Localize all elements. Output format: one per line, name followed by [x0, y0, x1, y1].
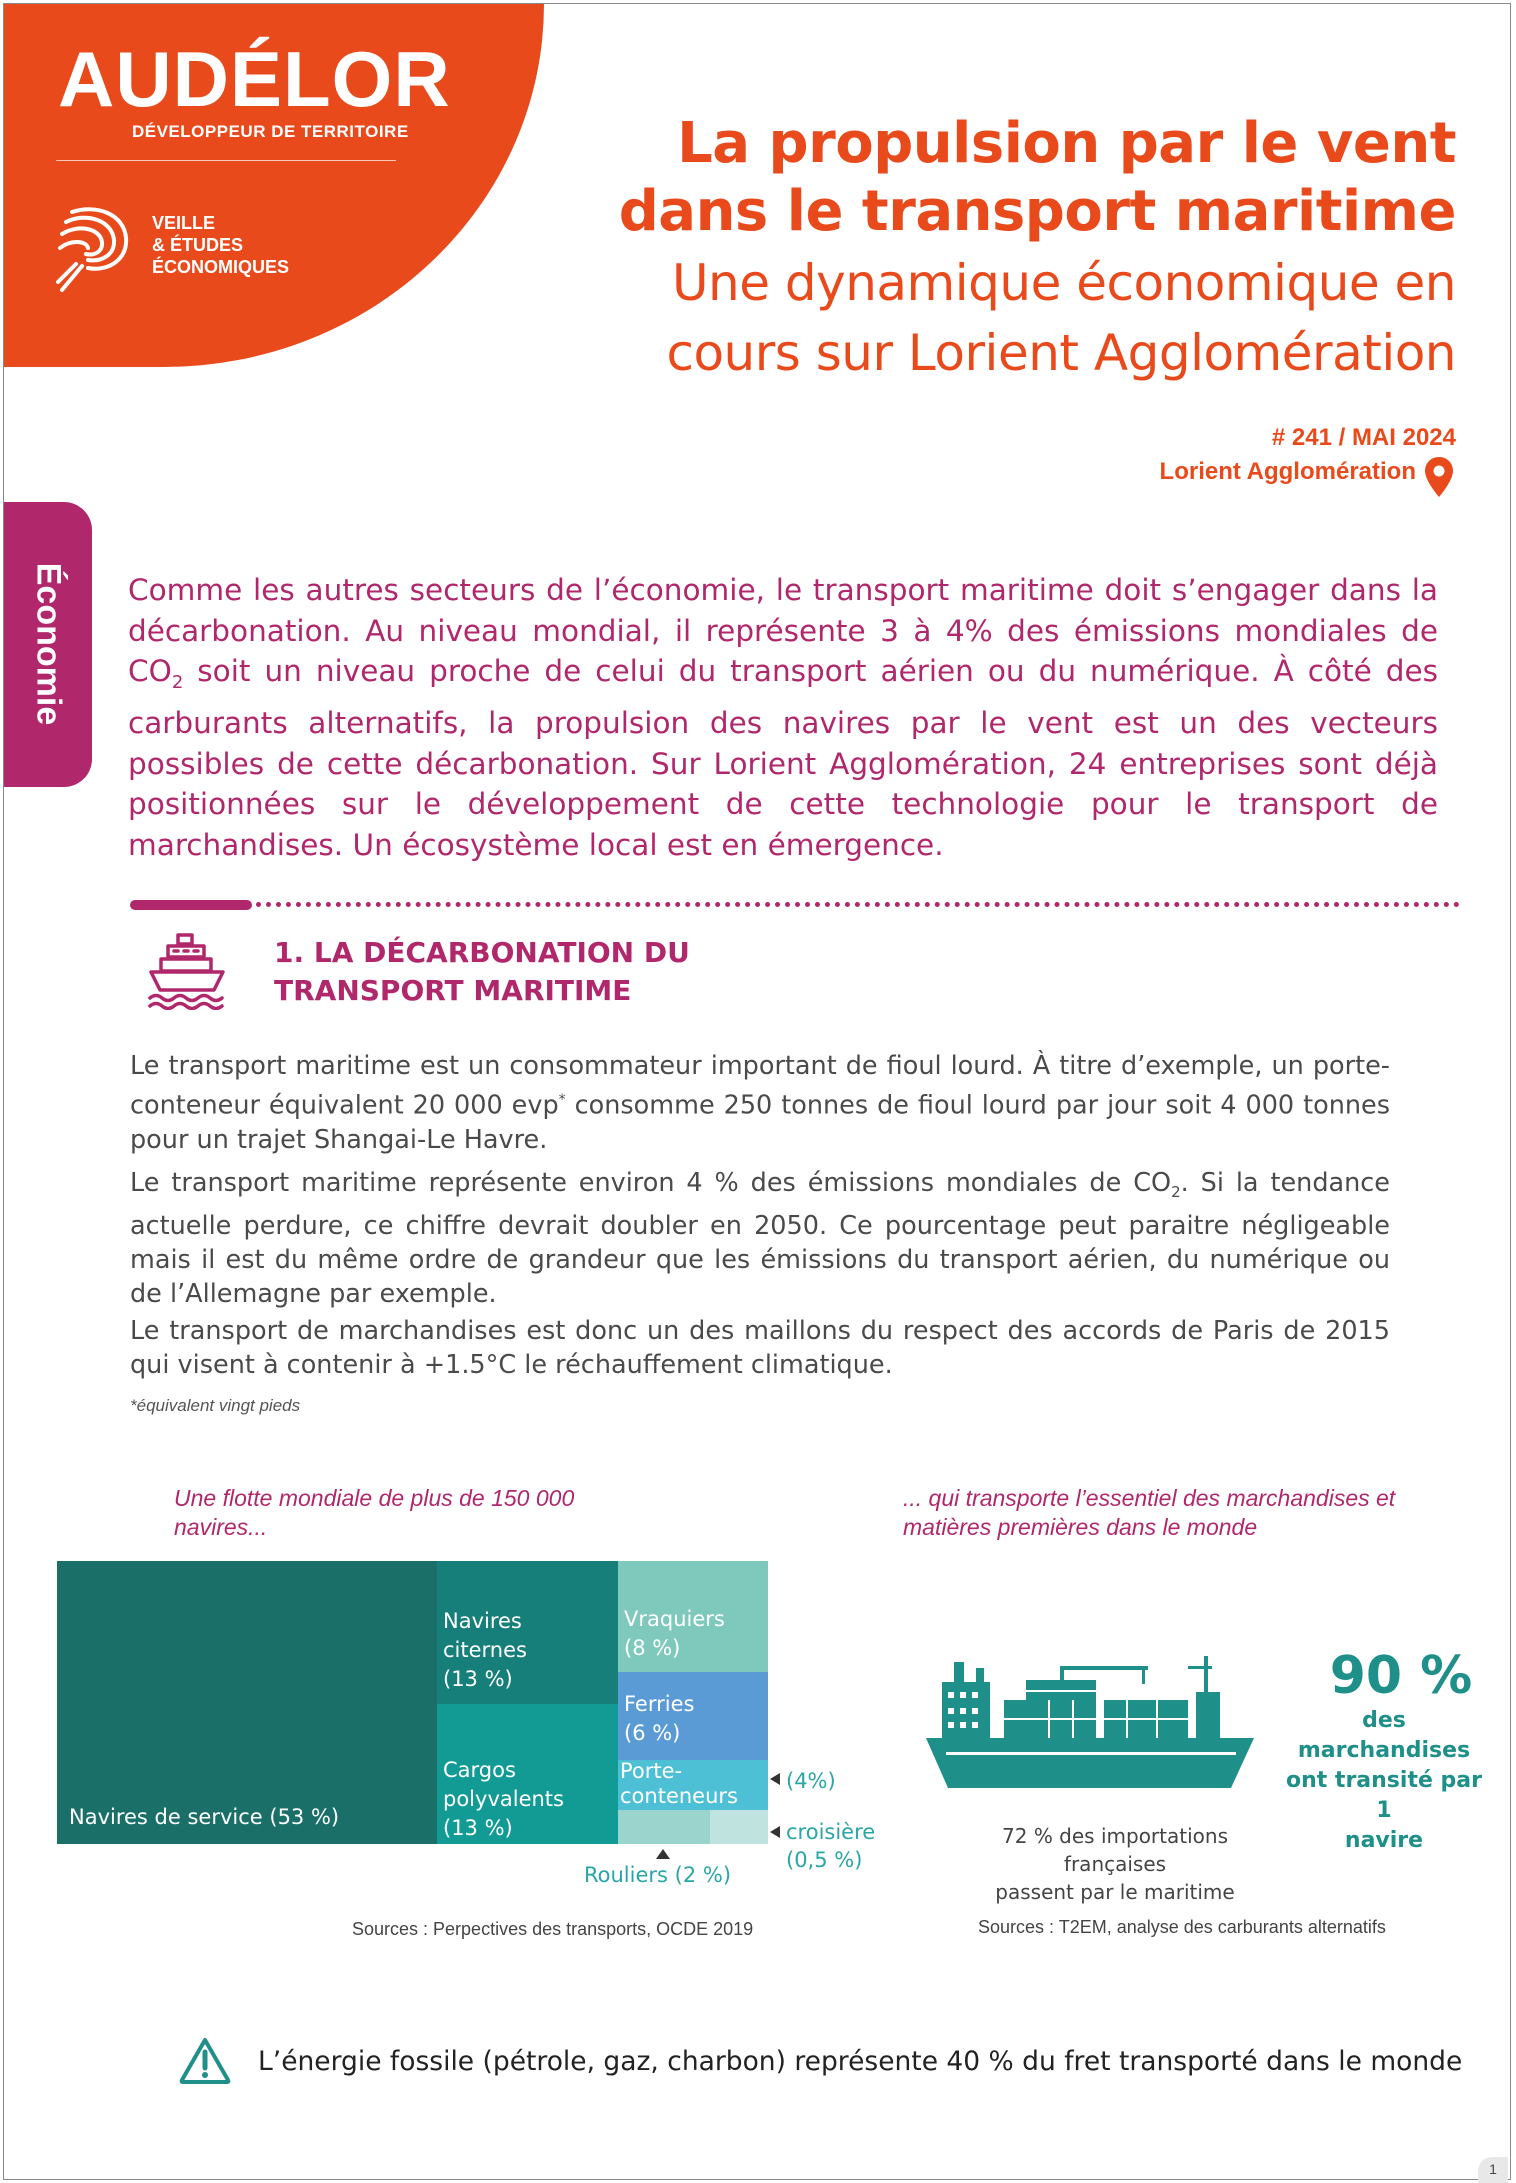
- treemap-label-vraquiers: [624, 1605, 725, 1663]
- goods-caption: [903, 1484, 1395, 1542]
- treemap-croisiere-l2: (0,5 %): [786, 1848, 863, 1872]
- section-divider-dots: [256, 902, 1460, 907]
- veille-magnifier-icon: [52, 200, 132, 295]
- p2-sub: 2: [1171, 1183, 1181, 1202]
- treemap-ferries-l2: (6 %): [624, 1721, 681, 1745]
- title-line1: La propulsion par le vent: [677, 111, 1456, 176]
- fleet-caption-line1: Une flotte mondiale de plus de 150 000: [174, 1485, 575, 1511]
- goods-caption-line1: ... qui transporte l’essentiel des marchandises et: [903, 1485, 1396, 1511]
- treemap-cell-porte-conteneurs: [618, 1760, 768, 1810]
- p1-text-2: consomme 250 tonnes de fioul lourd par jour soit 4 000 tonnes pour un trajet Shangai-Le Havre.: [130, 1090, 1390, 1155]
- imports-note: [950, 1822, 1280, 1906]
- goods-percent-line1: des marchandises: [1297, 1708, 1471, 1763]
- section-title: [274, 934, 690, 1010]
- treemap-croisiere-l1: croisière: [786, 1820, 876, 1844]
- fleet-treemap: [57, 1561, 768, 1844]
- goods-percent-line2: ont transité par 1: [1285, 1768, 1482, 1823]
- cargo-ship-icon: [926, 1652, 1254, 1792]
- ship-icon: [148, 932, 226, 1010]
- goods-percent-line3: navire: [1344, 1828, 1424, 1853]
- veille-line1: VEILLE: [152, 213, 216, 233]
- treemap-cell-citernes: [437, 1561, 618, 1704]
- imports-line1: 72 % des importations françaises: [1002, 1824, 1228, 1876]
- intro-text-1: Comme les autres secteurs de l’économie, le transport maritime doit s’engager dans la décarbonation. Au niveau mondial, il représente 3 à 4% des émissions mondiales de CO: [128, 573, 1438, 688]
- sources-left: Sources : Perpectives des transports, OCDE 2019: [352, 1919, 754, 1939]
- issue-number: # 241 / MAI 2024: [1271, 424, 1456, 451]
- treemap-cargos-l1: Cargos: [443, 1758, 516, 1782]
- treemap-outside-croisiere: [786, 1818, 875, 1874]
- treemap-label-porte-conteneurs: [620, 1759, 738, 1809]
- subtitle-line2: cours sur Lorient Agglomération: [666, 324, 1456, 382]
- p2-text-2: . Si la tendance actuelle perdure, ce chiffre devrait doubler en 2050. Ce pourcentage peut paraitre négligeable mais il est du même ordre de grandeur que les émissions du transport aérien, du numérique ou de l’Allemagne par exemple.: [130, 1168, 1391, 1310]
- treemap-cell-cargos: [437, 1704, 618, 1844]
- treemap-label-ferries: [624, 1690, 694, 1748]
- p1-sup: *: [558, 1092, 566, 1108]
- body-paragraph-1: [130, 1049, 1390, 1157]
- logo-tagline: DÉVELOPPEUR DE TERRITOIRE: [132, 122, 409, 141]
- treemap-cell-rouliers: [618, 1810, 710, 1844]
- section-title-line1: 1. LA DÉCARBONATION DU: [274, 936, 690, 969]
- treemap-arrow-croisiere: [768, 1825, 782, 1839]
- treemap-label-service: Navires de service (53 %): [69, 1805, 340, 1829]
- goods-percent: 90 %: [1329, 1646, 1473, 1706]
- goods-caption-line2: matières premières dans le monde: [903, 1514, 1258, 1540]
- category-tab-label: Économie: [29, 562, 68, 726]
- treemap-cargos-l2: polyvalents: [443, 1787, 564, 1811]
- page-number: 1: [1478, 2157, 1508, 2183]
- treemap-citernes-l3: (13 %): [443, 1667, 513, 1691]
- map-pin-icon: [1424, 456, 1454, 498]
- treemap-porte-l1: Porte-: [620, 1759, 683, 1783]
- location-label: Lorient Agglomération: [1159, 458, 1416, 485]
- treemap-cell-service: [57, 1561, 437, 1844]
- fleet-caption: [174, 1484, 574, 1542]
- section-divider-bar: [130, 900, 252, 910]
- treemap-label-citernes: [443, 1607, 527, 1694]
- treemap-cell-ferries: [618, 1672, 768, 1760]
- p2-text-1: Le transport maritime représente environ 4 % des émissions mondiales de CO: [130, 1168, 1172, 1198]
- p1-text-1: Le transport maritime est un consommateur important de fioul lourd. À titre d’exemple, un porte-conteneur équivalent 20 000 evp: [130, 1051, 1390, 1121]
- treemap-ferries-l1: Ferries: [624, 1692, 695, 1716]
- treemap-cargos-l3: (13 %): [443, 1816, 513, 1840]
- sources-right: Sources : T2EM, analyse des carburants alternatifs: [978, 1917, 1386, 1937]
- veille-line2: & ÉTUDES: [152, 235, 244, 255]
- page-title: [619, 110, 1456, 246]
- treemap-arrow-porte: [768, 1772, 782, 1786]
- intro-text-2: soit un niveau proche de celui du transport aérien ou du numérique. À côté des carburants alternatifs, la propulsion des navires par le vent est un des vecteurs possibles de cette décarbonation. Sur Lorient Agglomération, 24 entreprises sont déjà positionnées sur le développement de cette technologie pour le transport de marchandises. Un écosystème local est en émergence.: [128, 654, 1438, 862]
- intro-paragraph: [128, 570, 1438, 865]
- intro-co2-sub: 2: [171, 671, 184, 693]
- body-paragraph-3: Le transport de marchandises est donc un des maillons du respect des accords de Paris de 2015 qui visent à contenir à +1.5°C le réchauffement climatique.: [130, 1316, 1390, 1380]
- treemap-porte-l2: conteneurs: [620, 1784, 738, 1808]
- treemap-arrow-rouliers: [655, 1847, 671, 1861]
- veille-line3: ÉCONOMIQUES: [152, 257, 290, 277]
- body-paragraph-2: [130, 1166, 1390, 1311]
- goods-percent-text: [1276, 1706, 1492, 1856]
- treemap-vraquiers-l2: (8 %): [624, 1636, 681, 1660]
- footnote: *équivalent vingt pieds: [130, 1396, 301, 1415]
- logo-divider: [56, 160, 396, 161]
- fleet-caption-line2: navires...: [174, 1514, 268, 1540]
- treemap-citernes-l1: Navires: [443, 1609, 522, 1633]
- treemap-cell-vraquiers: [618, 1561, 768, 1672]
- treemap-cell-croisiere: [710, 1810, 768, 1844]
- title-line2: dans le transport maritime: [618, 179, 1456, 244]
- veille-label: [152, 212, 289, 278]
- treemap-vraquiers-l1: Vraquiers: [624, 1607, 725, 1631]
- audelor-logo: AUDÉLOR: [58, 35, 451, 123]
- subtitle-line1: Une dynamique économique en: [671, 254, 1456, 312]
- treemap-label-cargos: [443, 1756, 564, 1843]
- imports-line2: passent par le maritime: [995, 1880, 1235, 1904]
- treemap-outside-porte: (4%): [786, 1769, 836, 1793]
- page-subtitle: [666, 248, 1456, 388]
- bottom-note: L’énergie fossile (pétrole, gaz, charbon) représente 40 % du fret transporté dans le monde: [258, 2046, 1463, 2077]
- treemap-citernes-l2: citernes: [443, 1638, 527, 1662]
- section-title-line2: TRANSPORT MARITIME: [274, 974, 632, 1007]
- warning-icon: [178, 2036, 232, 2086]
- treemap-outside-rouliers: Rouliers (2 %): [584, 1863, 732, 1887]
